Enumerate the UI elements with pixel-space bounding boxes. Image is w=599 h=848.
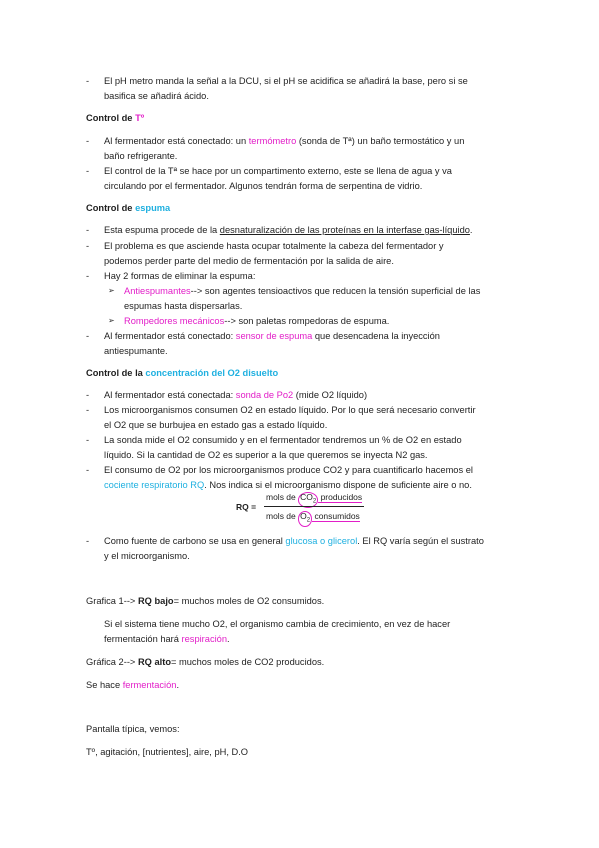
foam-subitem-2: Rompedores mecánicos--> son paletas rompedoras de espuma. (124, 316, 390, 326)
dash-bullet: - (86, 390, 90, 400)
oxygen-item-2-line-1: Los microorganismos consumen O2 en estado líquido. Por lo que será necesario convertir (104, 405, 476, 415)
dash-bullet: - (86, 271, 90, 281)
oxygen-item-2-line-2: el O2 que se burbujea en estado gas a estado líquido. (104, 420, 328, 430)
foam-item-4-line-1: Al fermentador está conectado: sensor de espuma que desencadena la inyección (104, 331, 440, 341)
dash-bullet: - (86, 166, 90, 176)
graph-1-line: Grafica 1--> RQ bajo= muchos moles de O2 consumidos. (86, 596, 325, 606)
dash-bullet: - (86, 465, 90, 475)
graph-1-desc-line-1: Si el sistema tiene mucho O2, el organismo cambia de crecimiento, en vez de hacer (104, 619, 451, 629)
heading-foam: Control de espuma (86, 203, 171, 213)
co2-circled: $CO_2$ (298, 492, 318, 508)
graph-2-desc: Se hace fermentación. (86, 680, 180, 690)
screen-variables: Tº, agitación, [nutrientes], aire, pH, D.O (86, 747, 249, 757)
oxygen-item-5-line-1: Como fuente de carbono se usa en general glucosa o glicerol. El RQ varía según el sustrato (104, 536, 484, 546)
dash-bullet: - (86, 331, 90, 341)
rq-numerator: mols de $CO_2$ producidos (266, 491, 362, 508)
dash-bullet: - (86, 405, 90, 415)
dash-bullet: - (86, 536, 90, 546)
dash-bullet: - (86, 136, 90, 146)
rq-formula (236, 489, 376, 525)
oxygen-item-1: Al fermentador está conectada: sonda de Po2 (mide O2 líquido) (104, 390, 368, 400)
arrow-bullet-icon: ➢ (108, 286, 115, 295)
temp-item-1-line-2: baño refrigerante. (104, 151, 178, 161)
dash-bullet: - (86, 76, 90, 86)
heading-oxygen: Control de la concentración del O2 disuelto (86, 368, 279, 378)
temp-item-2-line-2: circulando por el fermentador. Algunos tendrán forma de serpentina de vidrio. (104, 181, 423, 191)
graph-1-desc-line-2: fermentación hará respiración. (104, 634, 230, 644)
temp-item-1-line-1: Al fermentador está conectado: un termómetro (sonda de Tª) un baño termostático y un (104, 136, 465, 146)
heading-temperature: Control de Tº (86, 113, 145, 123)
dash-bullet: - (86, 225, 90, 235)
rq-denominator: mols de $O_2$ consumidos (266, 510, 360, 527)
oxygen-item-3-line-2: líquido. Si la cantidad de O2 es superior a la que queremos se inyecta N2 gas. (104, 450, 428, 460)
foam-subitem-1-line-2: espumas hasta dispersarlas. (124, 301, 243, 311)
oxygen-item-4-line-1: El consumo de O2 por los microorganismos produce CO2 y para cuantificarlo hacemos el (104, 465, 473, 475)
fraction-bar (264, 506, 364, 507)
ph-line-1: El pH metro manda la señal a la DCU, si el pH se acidifica se añadirá la base, pero si se (104, 76, 468, 86)
ph-line-2: basifica se añadirá ácido. (104, 91, 209, 101)
arrow-bullet-icon: ➢ (108, 316, 115, 325)
dash-bullet: - (86, 241, 90, 251)
dash-bullet: - (86, 435, 90, 445)
foam-item-4-line-2: antiespumante. (104, 346, 168, 356)
foam-subitem-1-line-1: Antiespumantes--> son agentes tensioactivos que reducen la tensión superficial de las (124, 286, 481, 296)
screen-intro: Pantalla típica, vemos: (86, 724, 180, 734)
graph-2-line: Gráfica 2--> RQ alto= muchos moles de CO2 producidos. (86, 657, 325, 667)
foam-item-2-line-2: podemos perder parte del medio de fermentación por la salida de aire. (104, 256, 394, 266)
rq-label: RQ = (236, 502, 257, 512)
temp-item-2-line-1: El control de la Tª se hace por un compartimento externo, este se llena de agua y va (104, 166, 452, 176)
oxygen-item-5-line-2: y el microorganismo. (104, 551, 190, 561)
foam-item-3: Hay 2 formas de eliminar la espuma: (104, 271, 256, 281)
oxygen-item-4-line-2: cociente respiratorio RQ. Nos indica si el microorganismo dispone de suficiente aire o no. (104, 480, 472, 490)
o2-circled: $O_2$ (298, 511, 312, 527)
foam-item-1: Esta espuma procede de la desnaturalización de las proteínas en la interfase gas-líquido. (104, 225, 473, 235)
oxygen-item-3-line-1: La sonda mide el O2 consumido y en el fermentador tendremos un % de O2 en estado (104, 435, 462, 445)
foam-item-2-line-1: El problema es que asciende hasta ocupar totalmente la cabeza del fermentador y (104, 241, 444, 251)
